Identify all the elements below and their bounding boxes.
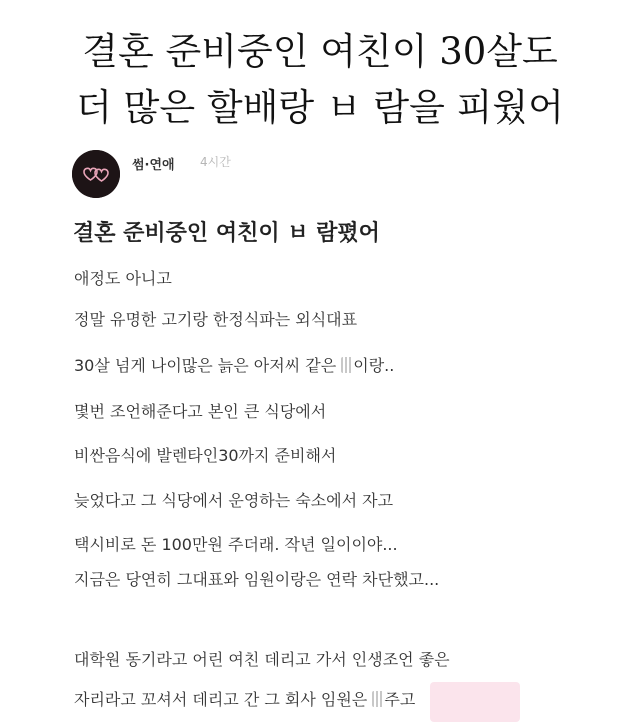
post-line-text: 30살 넘게 나이많은 늙은 아저씨 같은	[74, 356, 342, 375]
post-line	[74, 353, 394, 376]
post-line-suffix: 이랑..	[353, 356, 395, 375]
post-line: 지금은 당연히 그대표와 임원이랑은 연락 차단했고...	[74, 570, 440, 589]
headline-line-2: 더 많은 할배랑 ㅂ 람을 피웠어	[76, 86, 564, 129]
post-line-text: 자리라고 꼬셔서 데리고 간 그 회사 임원은	[74, 690, 373, 709]
post-line: 몇번 조언해준다고 본인 큰 식당에서	[74, 402, 327, 421]
post-line: 택시비로 돈 100만원 주더래. 작년 일이이야...	[74, 535, 398, 554]
headline-line-1: 결혼 준비중인 여친이 30살도	[82, 30, 558, 73]
post-line: 정말 유명한 고기랑 한정식파는 외식대표	[74, 310, 358, 329]
headline	[0, 24, 640, 136]
board-name[interactable]: 썸·연애	[132, 158, 175, 173]
censor-mark	[341, 357, 353, 373]
post-meta	[72, 146, 592, 198]
post-line: 대학원 동기라고 어린 여친 데리고 가서 인생조언 좋은	[74, 650, 450, 669]
post-line: 애정도 아니고	[74, 269, 172, 288]
post-line: 늦었다고 그 식당에서 운영하는 숙소에서 자고	[74, 491, 394, 510]
heart-pair-avatar-icon[interactable]	[72, 150, 120, 198]
post-line-suffix: 주고	[384, 690, 416, 709]
post-line: 비싼음식에 발렌타인30까지 준비해서	[74, 446, 337, 465]
highlight-mark	[430, 682, 520, 722]
censor-mark	[372, 691, 384, 707]
post-line	[74, 687, 415, 710]
post-title: 결혼 준비중인 여친이 ㅂ 람폈어	[73, 221, 380, 246]
post-time: 4시간	[200, 155, 231, 169]
